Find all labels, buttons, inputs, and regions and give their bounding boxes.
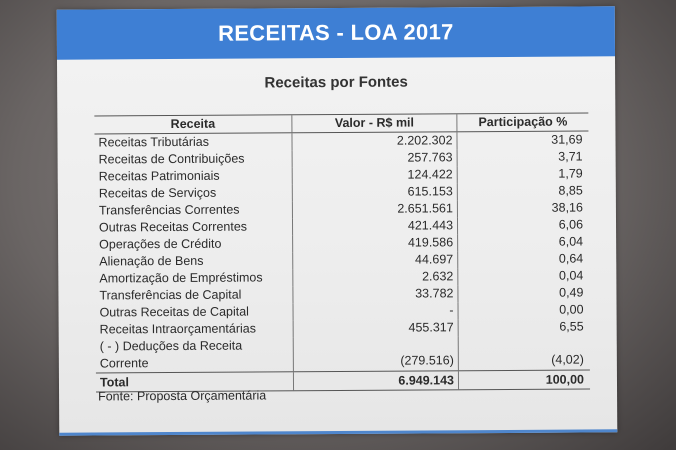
cell-receita: Receitas Patrimoniais [95, 167, 293, 185]
cell-participacao: 6,06 [558, 217, 584, 232]
revenue-table [94, 112, 590, 392]
cell-participacao: 31,69 [551, 132, 583, 147]
cell-valor: 33.782 [293, 285, 458, 303]
cell-participacao: 3,71 [558, 149, 583, 164]
cell-valor: 124.422 [293, 166, 458, 184]
cell-valor: 2.651.561 [293, 200, 458, 218]
title-banner [57, 6, 615, 59]
header-receita: Receita [94, 115, 292, 133]
cell-receita: Outras Receitas de Capital [96, 303, 294, 321]
cell-valor: 2.202.302 [292, 132, 457, 150]
cell-valor: 44.697 [293, 251, 458, 269]
cell-participacao: 1,79 [558, 166, 583, 181]
cell-receita: Transferências de Capital [95, 286, 293, 304]
cell-valor: 421.443 [293, 217, 458, 235]
cell-valor: 455.317 [294, 319, 459, 337]
cell-receita: Alienação de Bens [95, 252, 293, 270]
cell-receita: Receitas Intraorçamentárias [96, 320, 294, 338]
cell-receita: Operações de Crédito [95, 235, 293, 253]
cell-valor: 615.153 [293, 183, 458, 201]
cell-participacao: (4,02) [551, 352, 584, 367]
total-valor: 6.949.143 [294, 371, 459, 390]
bottom-accent-line [59, 429, 617, 435]
cell-participacao: 0,64 [558, 251, 584, 266]
cell-receita: Transferências Correntes [95, 201, 293, 219]
source-note: Fonte: Proposta Orçamentária [98, 388, 267, 404]
cell-valor: 2.632 [293, 268, 458, 286]
presentation-slide [57, 6, 618, 435]
header-valor: Valor - R$ mil [292, 114, 457, 132]
slide-title: RECEITAS - LOA 2017 [218, 19, 454, 46]
header-participacao: Participação % [478, 114, 568, 130]
cell-receita: Receitas Tributárias [94, 133, 292, 151]
table-row [96, 335, 590, 372]
total-label: Total [96, 372, 294, 391]
cell-participacao: 0,49 [559, 285, 584, 300]
cell-receita: Receitas de Serviços [95, 184, 293, 202]
cell-receita: Receitas de Contribuições [95, 150, 293, 168]
cell-valor: 257.763 [293, 149, 458, 167]
cell-valor: - [294, 302, 459, 320]
slide-subtitle: Receitas por Fontes [264, 73, 408, 92]
cell-participacao: 0,00 [559, 302, 584, 317]
cell-participacao: 0,04 [558, 268, 584, 283]
total-participacao: 100,00 [545, 372, 585, 387]
cell-participacao: 6,04 [558, 234, 584, 249]
cell-receita: Amortização de Empréstimos [95, 269, 293, 287]
cell-receita: Outras Receitas Correntes [95, 218, 293, 236]
cell-participacao: 38,16 [551, 200, 583, 215]
cell-valor: (279.516) [294, 336, 459, 371]
cell-participacao: 8,85 [558, 183, 583, 198]
cell-participacao: 6,55 [559, 319, 584, 334]
cell-receita: ( - ) Deduções da Receita Corrente [96, 337, 294, 372]
cell-valor: 419.586 [293, 234, 458, 252]
